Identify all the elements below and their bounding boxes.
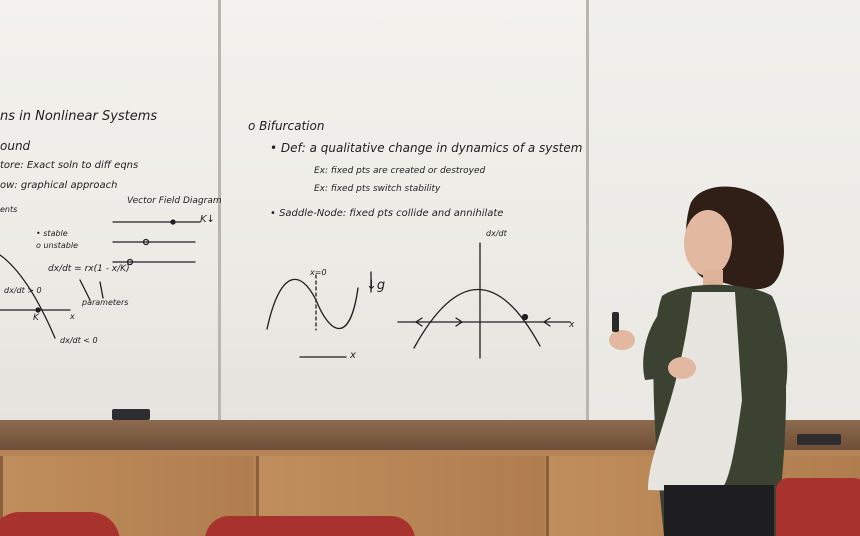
audience-seat — [0, 512, 120, 536]
audience-seat — [205, 516, 415, 536]
sine-x-label: x — [350, 350, 356, 361]
dxdt-positive: dx/dt > 0 — [4, 286, 42, 295]
audience-seat — [776, 478, 860, 536]
bifurcation-definition: • Def: a qualitative change in dynamics of a system — [270, 141, 583, 155]
left-axis-K: K — [33, 313, 39, 323]
legend-unstable: o unstable — [36, 241, 79, 250]
left-line: tore: Exact soln to diff eqns — [0, 160, 139, 171]
left-line: ents — [0, 205, 18, 214]
left-title: ns in Nonlinear Systems — [0, 109, 158, 124]
bifurcation-example: Ex: fixed pts are created or destroyed — [314, 166, 486, 176]
face — [684, 210, 732, 276]
x0-label: x=0 — [310, 268, 327, 277]
hand — [668, 357, 696, 379]
left-line: ound — [0, 139, 31, 153]
dxdt-negative: dx/dt < 0 — [60, 336, 98, 345]
bifurcation-example: Ex: fixed pts switch stability — [314, 184, 441, 194]
left-axis-x: x — [70, 312, 75, 321]
logistic-equation: dx/dt = rx(1 - x/K) — [48, 264, 130, 274]
parabola-dxdt-label: dx/dt — [486, 229, 507, 238]
vector-field-label: K↓ — [200, 214, 215, 225]
saddle-node-line: • Saddle-Node: fixed pts collide and annihilate — [270, 208, 504, 219]
left-line: ow: graphical approach — [0, 180, 118, 191]
legend-stable: • stable — [36, 229, 68, 238]
bifurcation-heading: o Bifurcation — [248, 119, 325, 133]
g-label: ↓g — [366, 278, 386, 293]
parabola-x-label: x — [569, 320, 575, 330]
pants — [664, 485, 774, 536]
clicker-remote — [612, 312, 619, 332]
vector-field-heading: Vector Field Diagram — [127, 196, 222, 206]
parameters-label: parameters — [82, 298, 129, 307]
hand — [609, 330, 635, 350]
